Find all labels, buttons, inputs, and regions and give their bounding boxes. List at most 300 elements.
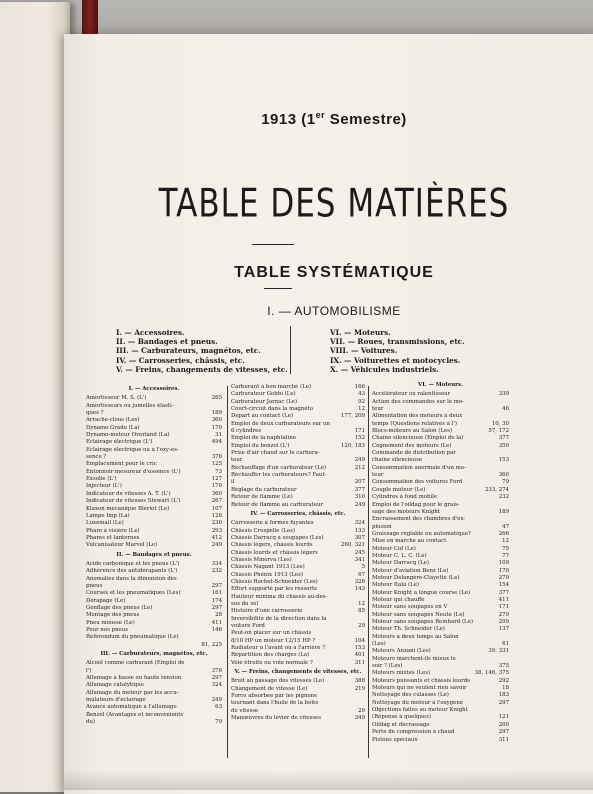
entry-title: Châssis Rochet-Schneider (Les): [231, 578, 318, 585]
title-rule: [252, 244, 294, 245]
main-title: TABLE DES MATIÈRES: [158, 181, 510, 227]
entry-title: Éclairage électrique ou à l'oxy-es-: [86, 446, 179, 453]
index-entry: [372, 656, 509, 663]
entry-page-number: 47: [502, 523, 509, 530]
index-entry: [231, 564, 365, 571]
entry-page-number: 297: [211, 604, 222, 611]
index-entry: [372, 700, 509, 707]
entry-title: Moteur sans soupapes Neute (Le): [372, 611, 465, 618]
index-entry: [372, 685, 509, 692]
index-entry: [231, 457, 365, 464]
index-entry: [86, 506, 222, 513]
entry-title: Bruit au passage des vitesses (Le): [231, 678, 325, 685]
entry-title: Chaîne silencieuse (Emploi de la): [372, 435, 464, 442]
index-entry: [372, 648, 509, 655]
index-entry: [372, 568, 509, 575]
entry-page-number: 189: [211, 410, 222, 417]
index-entry: [86, 634, 222, 641]
entry-title: Encrassement des chambres d'ex-: [372, 516, 466, 523]
category-item: X. — Véhicules industriels.: [330, 364, 439, 374]
entry-title: Allumage du moteur par les accu-: [86, 689, 179, 696]
entry-title: Radiateur à l'avant ou à l'arrière ?: [231, 645, 326, 652]
entry-title: Moteur Cid (Le): [372, 545, 416, 552]
index-entry: [231, 494, 365, 501]
index-entry: [86, 483, 222, 490]
entry-title: tournant dans l'huile de la boîte: [231, 700, 319, 707]
entry-page-number: 85: [358, 608, 365, 615]
index-entry: [231, 391, 365, 398]
entry-title: Klaxon mécanique Blériot (Le): [86, 505, 170, 512]
entry-title: Manœuvres du levier de vitesses: [231, 715, 322, 722]
entry-title: teur: [231, 457, 243, 464]
entry-page-number: 200: [498, 721, 509, 728]
entry-title: Moteur Th. Schneider (Le): [372, 626, 445, 633]
entry-title: sus du sol: [231, 600, 259, 607]
index-entry: [86, 469, 222, 476]
entry-page-number: 77: [502, 552, 509, 559]
index-entry: [231, 708, 365, 715]
index-entry: [231, 660, 365, 667]
entry-page-number: 127: [211, 476, 222, 483]
entry-title: Consommation des voitures Ford: [372, 479, 463, 486]
entry-page-number: 334: [211, 560, 222, 567]
entry-title: Moteurs à deux temps au Salon: [372, 633, 459, 640]
entry-page-number: 161: [211, 590, 222, 597]
index-entry: [231, 528, 365, 535]
index-entry: [231, 487, 365, 494]
entry-title: Montage des pneus: [86, 612, 140, 619]
entry-title: Hauteur minima du châssis au-des-: [231, 593, 328, 600]
entry-title: Graissage réglable ou automatique?: [372, 530, 471, 537]
entry-title: Moteurs Anzani (Les): [372, 648, 431, 655]
entry-title: Peut-on placer sur un châssis: [231, 630, 312, 637]
index-entry: [372, 678, 509, 685]
entry-page-number: 67: [358, 571, 365, 578]
entry-page-number: 38, 146, 375: [474, 670, 509, 677]
entry-page-number: 266: [498, 530, 509, 537]
entry-title: Benzol (Avantages et inconvénients: [86, 711, 184, 718]
entry-page-number: 104: [354, 637, 365, 644]
entry-title: Courses et les pneumatiques (Les): [86, 590, 181, 597]
index-entry: [86, 690, 222, 697]
index-entry: [86, 439, 222, 446]
entry-title: teur: [372, 406, 384, 413]
index-section-heading: II. — Bandages et pneus.: [116, 551, 192, 558]
entry-page-number: 12: [502, 538, 509, 545]
index-entry: [372, 575, 509, 582]
entry-page-number: 39, 331: [488, 648, 509, 655]
entry-page-number: 249: [354, 501, 365, 508]
entry-page-number: 63: [215, 704, 222, 711]
entry-title: Châssis Minerva (Les): [231, 556, 292, 563]
index-entry: [231, 616, 365, 623]
entry-title: Action des commandes sur le mo-: [372, 398, 464, 405]
entry-title: (Les): [372, 641, 386, 648]
index-entry: [86, 491, 222, 498]
index-entry: [231, 413, 365, 420]
entry-title: Objections faites au moteur Knight: [372, 707, 468, 714]
entry-title: Consommation anormale d'un mo-: [372, 464, 466, 471]
entry-page-number: 377: [354, 486, 365, 493]
entry-title: Commande de distribution par: [372, 450, 456, 457]
entry-page-number: 125: [211, 461, 222, 468]
year: 1913: [261, 111, 297, 128]
entry-page-number: 260, 321: [340, 542, 365, 549]
entry-page-number: 324: [354, 520, 365, 527]
entry-page-number: 57, 172: [488, 428, 509, 435]
index-entry: [86, 432, 222, 439]
index-entry: [86, 719, 222, 726]
index-entry: [86, 704, 222, 711]
entry-page-number: 18: [502, 685, 509, 692]
index-entry: [86, 712, 222, 719]
index-entry: [372, 428, 509, 435]
index-entry: [231, 586, 365, 593]
entry-page-number: 183: [498, 692, 509, 699]
entry-page-number: 153: [498, 457, 509, 464]
index-entry: [86, 395, 222, 402]
entry-title: Inversibilité de la direction dans la: [231, 615, 327, 622]
entry-title: 8/10 HP un moteur 12/15 HP ?: [231, 637, 316, 644]
index-entry: [231, 700, 365, 707]
entry-title: mulateurs d'éclairage: [86, 697, 146, 704]
entry-title: Réglage du carburateur: [231, 486, 297, 493]
index-entry: [372, 487, 509, 494]
entry-title: Alcool comme carburant (Emploi de: [86, 660, 185, 667]
index-entry: [231, 608, 365, 615]
index-entry: [86, 498, 222, 505]
category-item: VI. — Moteurs.: [330, 328, 391, 337]
index-column-1: [86, 384, 222, 726]
entry-page-number: 360: [211, 490, 222, 497]
entry-page-number: 249: [354, 457, 365, 464]
subtitle: TABLE SYSTÉMATIQUE: [234, 264, 434, 281]
entry-page-number: 10, 30: [491, 420, 509, 427]
entry-title: Pour nos pneus: [86, 627, 128, 633]
index-entry: [231, 443, 365, 450]
entry-page-number: 299: [498, 619, 509, 625]
entry-title: Histoire d'une carrosserie: [231, 608, 303, 615]
index-entry: [86, 620, 222, 627]
index-entry: [372, 560, 509, 567]
entry-page-number: 219: [354, 685, 365, 692]
entry-page-number: 126: [211, 512, 222, 519]
index-entry: [372, 435, 509, 442]
index-entry: [231, 572, 365, 579]
entry-page-number: 133: [354, 527, 365, 534]
index-entry: [372, 641, 509, 648]
entry-page-number: 350: [498, 442, 509, 449]
index-entry: [372, 546, 509, 553]
entry-page-number: 171: [498, 604, 509, 611]
entry-title: Moteur Delangère-Clayette (Le): [372, 574, 460, 581]
entry-page-number: 267: [211, 498, 222, 505]
entry-page-number: 230: [211, 520, 222, 527]
entry-title: Carburateur Gobbi (Le): [231, 391, 296, 398]
entry-page-number: 377: [498, 589, 509, 596]
entry-title: Éclairage électrique (L'): [86, 439, 153, 446]
index-entry: [231, 630, 365, 637]
entry-title: Châssis Darracq à soupapes (Les): [231, 534, 324, 541]
category-item: IX. — Voiturettes et motocycles.: [330, 355, 461, 365]
index-entry: [86, 605, 222, 612]
entry-title: temps (Questions relatives à l'): [372, 420, 457, 427]
entry-page-number: 154: [498, 582, 509, 589]
entry-title: Dérapage (Le): [86, 597, 126, 604]
entry-page-number: 12: [358, 406, 365, 413]
index-entry: [372, 626, 509, 633]
entry-title: 6 cylindres: [231, 428, 262, 435]
entry-page-number: 170: [498, 567, 509, 574]
index-entry: [231, 472, 365, 479]
index-entry: [372, 479, 509, 486]
entry-title: Perte de compression à chaud: [372, 729, 455, 736]
entry-title: Moteurs puissants et châssis lourds: [372, 677, 470, 684]
entry-page-number: 171: [354, 428, 365, 435]
index-entry: [231, 479, 365, 486]
entry-title: Retour de flamme (Le): [231, 494, 293, 501]
entry-title: Réchauffer les carburateurs? Faut-: [231, 472, 327, 479]
entry-page-number: 146: [211, 627, 222, 633]
index-entry: [372, 692, 509, 699]
entry-page-number: 153: [354, 645, 365, 652]
index-entry: [86, 697, 222, 704]
entry-page-number: 341: [354, 556, 365, 563]
entry-page-number: 121: [498, 714, 509, 721]
entry-title: Mise en marche au contact: [372, 538, 447, 545]
entry-page-number: 311: [498, 736, 509, 743]
entry-title: Allumage catalytique: [86, 682, 144, 689]
category-item: III. — Carburateurs, magnétos, etc.: [116, 346, 261, 356]
entry-title: Moteur Knight à longue course (Le): [372, 589, 471, 596]
entry-title: [86, 642, 199, 649]
entry-page-number: 170: [211, 424, 222, 431]
index-entry: [372, 406, 509, 413]
index-entry: [231, 601, 365, 608]
index-entry: [372, 399, 509, 406]
category-list-right: [330, 328, 465, 374]
entry-title: Dynamo-moteur Overland (La): [86, 432, 170, 439]
category-divider: [290, 326, 291, 374]
index-entry: [86, 454, 222, 461]
entry-title: Nettoyage des culasses (Le): [372, 692, 449, 699]
index-entry: [86, 660, 222, 667]
entry-title: Effort supporté par les ressorts: [231, 586, 317, 593]
entry-page-number: 137: [498, 626, 509, 633]
entry-page-number: 75: [502, 545, 509, 552]
entry-title: Anomalies dans la dimension des: [86, 575, 177, 582]
entry-page-number: 28: [215, 612, 222, 619]
entry-title: Exsolie (L'): [86, 476, 117, 483]
index-entry: [372, 670, 509, 677]
index-entry: [372, 465, 509, 472]
index-entry: [372, 531, 509, 538]
category-list-left: [116, 328, 288, 374]
column-divider-2: [368, 386, 369, 758]
entry-title: Prise d'air chaud sur le carbura-: [231, 450, 320, 457]
entry-page-number: 297: [211, 675, 222, 682]
entry-page-number: 279: [498, 611, 509, 618]
index-entry: [86, 520, 222, 527]
category-item: IV. — Carrosseries, châssis, etc.: [116, 355, 245, 365]
semester-suffix: Semestre): [325, 111, 407, 128]
entry-title: Moteurs marchent-ils mieux le: [372, 655, 456, 662]
index-entry: [372, 714, 509, 721]
entry-title: Châssis lourds et châssis légers: [231, 549, 318, 556]
entry-title: Moteur sans soupapes Reinhard (Le): [372, 619, 473, 625]
index-column-2: [231, 384, 365, 722]
subtitle-rule: [264, 288, 292, 289]
entry-page-number: 360: [498, 472, 509, 479]
index-entry: [231, 450, 365, 457]
entry-title: Entonnoir mesureur d'essence (L'): [86, 468, 181, 475]
index-entry: [231, 594, 365, 601]
entry-title: Indicateur de vitesses A. T. (L'): [86, 490, 171, 497]
entry-page-number: 152: [354, 435, 365, 442]
category-item: VII. — Roues, transmissions, etc.: [330, 337, 465, 347]
entry-title: plosion: [372, 523, 392, 530]
entry-title: pneus: [86, 582, 103, 589]
index-entry: [231, 686, 365, 693]
index-entry: [372, 509, 509, 516]
index-entry: [86, 598, 222, 605]
entry-title: sage des moteurs Knight: [372, 508, 441, 515]
entry-page-number: 376: [211, 454, 222, 461]
entry-page-number: 232: [211, 568, 222, 575]
index-entry: [86, 627, 222, 634]
index-entry: [372, 502, 509, 509]
entry-title: Cognement des moteurs (Le): [372, 442, 452, 449]
entry-title: Voie étroite ou voie normale ?: [231, 659, 313, 666]
entry-title: voiture Ford: [231, 623, 265, 629]
index-entry: [86, 576, 222, 583]
left-page-edge: [0, 2, 70, 792]
index-entry: [231, 435, 365, 442]
entry-page-number: 311: [354, 659, 365, 666]
index-entry: [372, 737, 509, 744]
entry-title: Châssis légers, châssis lourds: [231, 542, 313, 549]
index-entry: [86, 528, 222, 535]
entry-title: Emploi de la naphtaline: [231, 435, 297, 442]
entry-title: Moteur qui chauffe: [372, 596, 425, 603]
entry-title: Retour de flamme au carburateur: [231, 501, 324, 508]
index-entry: [86, 568, 222, 575]
index-entry: [372, 663, 509, 670]
entry-title: Injecteur (L'): [86, 483, 122, 490]
entry-title: Moteur Darracq (Le): [372, 560, 429, 567]
entry-page-number: 279: [498, 574, 509, 581]
index-entry: [372, 472, 509, 479]
index-entry: [372, 604, 509, 611]
entry-page-number: 324: [211, 682, 222, 689]
entry-page-number: 376: [211, 667, 222, 674]
entry-page-number: 265: [211, 395, 222, 402]
entry-title: Court-circuit dans la magnéto: [231, 406, 313, 413]
entry-page-number: 12: [358, 600, 365, 607]
entry-title: Arrache-clous (Les): [86, 417, 140, 424]
index-entry: [372, 597, 509, 604]
index-entry: [372, 729, 509, 736]
entry-page-number: 375: [498, 663, 509, 670]
semester-heading: [64, 110, 593, 128]
entry-page-number: 349: [354, 715, 365, 722]
entry-title: Carburant à bon marché (Le): [231, 384, 312, 390]
entry-title: Moteur C. L. C. (Le): [372, 552, 427, 559]
index-entry: [86, 642, 222, 649]
index-entry: [372, 457, 509, 464]
index-entry: [86, 417, 222, 424]
index-entry: [372, 634, 509, 641]
index-entry: [231, 652, 365, 659]
entry-title: Phares et lanternes: [86, 534, 140, 541]
index-entry: [231, 715, 365, 722]
entry-title: Acide carbonique et les pneus (L'): [86, 560, 180, 567]
entry-title: ques ?: [86, 410, 104, 417]
index-entry: [86, 590, 222, 597]
entry-page-number: 411: [498, 596, 509, 603]
entry-title: Départ au contact (Le): [231, 413, 294, 420]
index-entry: [372, 590, 509, 597]
index-entry: [372, 413, 509, 420]
entry-page-number: 107: [211, 505, 222, 512]
entry-title: Indicateur de vitesses Stewart (L'): [86, 498, 181, 505]
entry-page-number: 92: [358, 398, 365, 405]
entry-title: Gonflage des pneus (Le): [86, 604, 153, 611]
entry-page-number: 177, 209: [340, 413, 365, 420]
index-section-heading: VI. — Moteurs.: [418, 382, 463, 388]
entry-page-number: 189: [498, 508, 509, 515]
index-column-3: [372, 380, 509, 744]
entry-page-number: 79: [215, 719, 222, 726]
entry-title: Carburateur Jarnac (Le): [231, 398, 298, 405]
index-entry: [86, 583, 222, 590]
entry-title: l'): [86, 667, 92, 674]
index-entry: [231, 421, 365, 428]
entry-page-number: 120, 183: [340, 442, 365, 449]
entry-page-number: 31: [215, 432, 222, 439]
entry-page-number: 43: [358, 391, 365, 398]
entry-page-number: 143: [354, 586, 365, 593]
entry-title: Vulcanisateur Marvel (Le): [86, 542, 158, 549]
entry-title: Lampe Imp (La): [86, 512, 130, 519]
index-entry: [372, 582, 509, 589]
entry-title: Moteurs mixtes (Les): [372, 670, 431, 677]
entry-page-number: 307: [354, 534, 365, 541]
entry-page-number: 233, 274: [484, 486, 509, 493]
index-entry: [86, 542, 222, 549]
index-entry: [231, 465, 365, 472]
index-entry: [86, 535, 222, 542]
entry-title: Moteur d'aviation Benz (Le): [372, 567, 449, 574]
entry-page-number: 292: [498, 677, 509, 684]
entry-title: Réchauffage d'un carburateur (Le): [231, 464, 327, 471]
entry-page-number: 310: [354, 494, 365, 501]
entry-title: il: [231, 479, 235, 486]
category-item: II. — Bandages et pneus.: [116, 337, 218, 347]
entry-title: Force absorbée par les pignons: [231, 693, 317, 700]
index-entry: [231, 638, 365, 645]
index-entry: [86, 461, 222, 468]
entry-page-number: 79: [502, 479, 509, 486]
index-entry: [86, 561, 222, 568]
index-entry: [231, 399, 365, 406]
entry-title: Emplacement pour le cric: [86, 461, 157, 468]
index-section-heading: IV. — Carrosseries, châssis, etc.: [250, 510, 346, 517]
entry-title: Luxémail (Le): [86, 520, 124, 527]
index-entry: [372, 722, 509, 729]
index-entry: [231, 550, 365, 557]
index-entry: [231, 502, 365, 509]
